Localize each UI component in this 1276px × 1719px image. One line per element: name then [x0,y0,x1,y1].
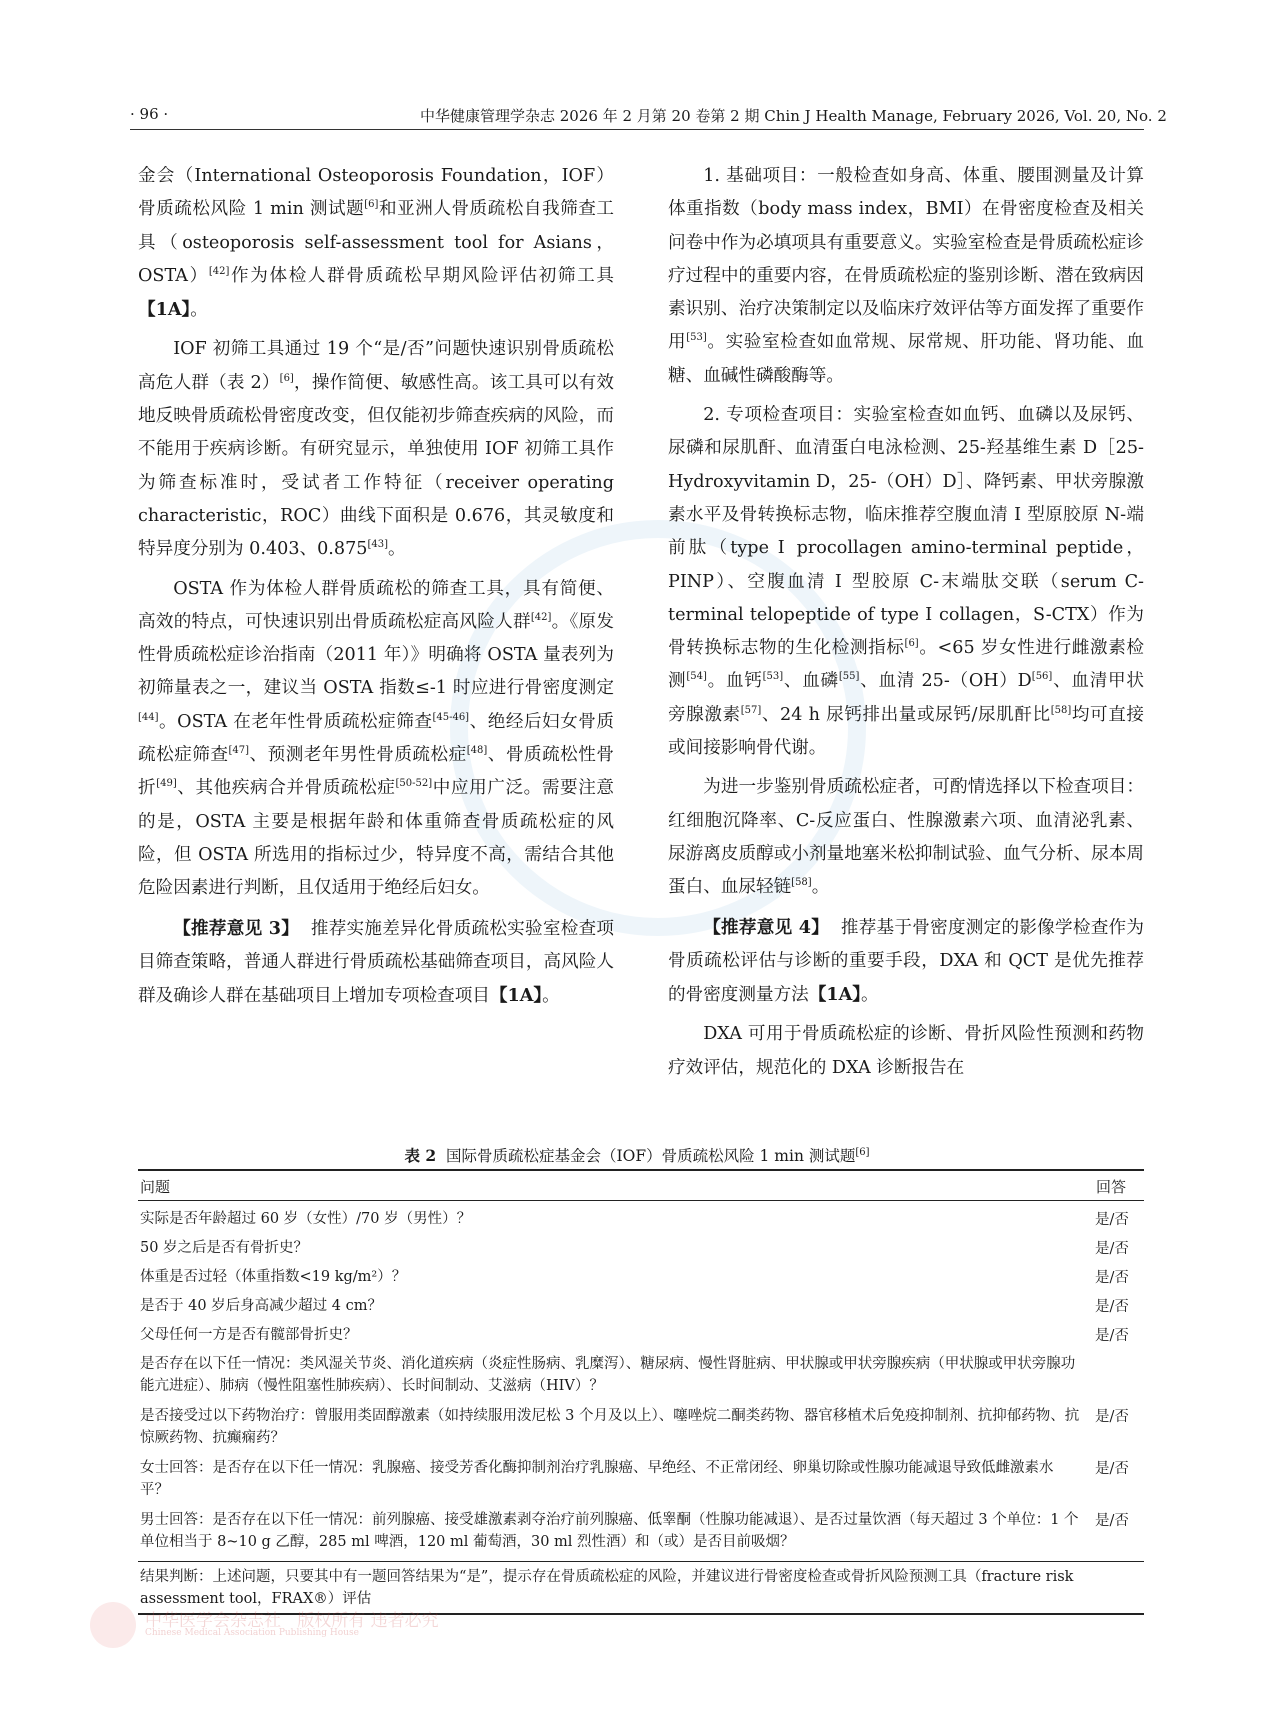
table-row-question: 女士回答：是否存在以下任一情况：乳腺癌、接受芳香化酶抑制剂治疗乳腺癌、早绝经、不正常闭经、卵巢切除或性腺功能减退导致低雌激素水平？ [140,1460,1054,1498]
table-row-answer: 是/否 [1095,1328,1129,1344]
publisher-english: Chinese Medical Association Publishing House [145,1628,359,1638]
table-row-question: 实际是否年龄超过 60 岁（女性）/70 岁（男性）？ [140,1211,472,1227]
column-header-question: 问题 [140,1178,171,1196]
table-row-answer: 是/否 [1095,1212,1129,1228]
table-footnote: 结果判断：上述问题，只要其中有一题回答结果为“是”，提示存在骨质疏松症的风险，并建议进行骨密度检查或骨折风险预测工具（fracture risk assessment tool，FRAX®）评估 [140,1569,1074,1607]
table-row-question: 体重是否过轻（体重指数<19 kg/m²）？ [140,1269,407,1285]
recommendation-3: 【推荐意见 3】 推荐实施差异化骨质疏松实验室检查项目筛查策略，普通人群进行骨质疏松基础筛查项目，高风险人群及确诊人群在基础项目上增加专项检查项目【1A】。 [138,917,615,1007]
paragraph: DXA 可用于骨质疏松症的诊断、骨折风险性预测和药物疗效评估，规范化的 DXA 诊断报告在 [668,1024,1144,1078]
right-column [668,160,1144,1085]
paragraph: 2. 专项检查项目：实验室检查如血钙、血磷以及尿钙、尿磷和尿肌酐、血清蛋白电泳检测、25-羟基维生素 D［25-Hydroxyvitamin D，25-（OH）D］、降钙素、甲状旁腺激素水平及骨转换标志物，临床推荐空腹血清 Ⅰ 型原胶原 N-端前肽（type Ⅰ procollagen amino-terminal peptide，PINP）、空腹血清 Ⅰ 型胶原 C-末端肽交联（serum C-terminal telopeptide of type Ⅰ collagen，S-CTX）作为骨转换标志物的生化检测指标[6]。<65 岁女性进行雌激素检测[54]。血钙[53]、血磷[55]、血清 25-（OH）D[56]、血清甲状旁腺激素[57]、24 h 尿钙排出量或尿钙/尿肌酐比[58]均可直接或间接影响骨代谢。 [668,405,1144,759]
table-footer-rule [138,1561,1144,1562]
table-row-question: 50 岁之后是否有骨折史？ [140,1240,309,1256]
column-header-answer: 回答 [1096,1178,1127,1196]
table-row-answer: 是/否 [1095,1461,1129,1477]
left-column [138,160,614,1013]
header-rule [130,129,1144,130]
table-row-answer: 是/否 [1095,1270,1129,1286]
paragraph: 金会（International Osteoporosis Foundation，IOF）骨质疏松风险 1 min 测试题[6]和亚洲人骨质疏松自我筛查工具（osteoporosis self-assessment tool for Asians，OSTA）[42]作为体检人群骨质疏松早期风险评估初筛工具【1A】。 [138,166,614,321]
running-header: 中华健康管理学杂志 2026 年 2 月第 20 卷第 2 期 Chin J Health Manage, February 2026, Vol. 20, No. 2 [420,107,1167,125]
table-row-answer: 是/否 [1095,1241,1129,1257]
table-row-answer: 是/否 [1095,1299,1129,1315]
paragraph: 为进一步鉴别骨质疏松症者，可酌情选择以下检查项目：红细胞沉降率、C-反应蛋白、性腺激素六项、血清泌乳素、尿游离皮质醇或小剂量地塞米松抑制试验、血气分析、尿本周蛋白、血尿轻链[58]。 [668,777,1144,898]
paragraph: 1. 基础项目：一般检查如身高、体重、腰围测量及计算体重指数（body mass index，BMI）在骨密度检查及相关问卷中作为必填项具有重要意义。实验室检查是骨质疏松症诊疗过程中的重要内容，在骨质疏松症的鉴别诊断、潜在致病因素识别、治疗决策制定以及临床疗效评估等方面发挥了重要作用[53]。实验室检查如血常规、尿常规、肝功能、肾功能、血糖、血碱性磷酸酶等。 [668,166,1144,386]
publisher-name: 中华医学会杂志社 版权所有 违者必究 [145,1611,439,1631]
table-row-question: 男士回答：是否存在以下任一情况：前列腺癌、接受雄激素剥夺治疗前列腺癌、低睾酮（性腺功能减退）、是否过量饮酒（每天超过 3 个单位：1 个单位相当于 8~10 g 乙醇，285 ml 啤酒，120 ml 葡萄酒，30 ml 烈性酒）和（或）是否目前吸烟？ [140,1512,1079,1550]
paragraph: OSTA 作为体检人群骨质疏松的筛查工具，具有简便、高效的特点，可快速识别出骨质疏松症高风险人群[42]。《原发性骨质疏松症诊治指南（2011 年）》明确将 OSTA 量表列为初筛量表之一，建议当 OSTA 指数≤-1 时应进行骨密度测定[44]。OSTA 在老年性骨质疏松症筛查[45-46]、绝经后妇女骨质疏松症筛查[47]、预测老年男性骨质疏松症[48]、骨质疏松性骨折[49]、其他疾病合并骨质疏松症[50-52]中应用广泛。需要注意的是，OSTA 主要是根据年龄和体重筛查骨质疏松症的风险，但 OSTA 所选用的指标过少，特异度不高，需结合其他危险因素进行判断，且仅适用于绝经后妇女。 [138,578,614,899]
table-row-question: 是否于 40 岁后身高减少超过 4 cm？ [140,1298,382,1314]
table-row-question: 父母任何一方是否有髋部骨折史？ [140,1327,358,1343]
recommendation-4: 【推荐意见 4】 推荐基于骨密度测定的影像学检查作为骨质疏松评估与诊断的重要手段，DXA 和 QCT 是优先推荐的骨密度测量方法【1A】。 [668,916,1145,1006]
table-top-rule [138,1169,1144,1171]
table-row-question: 是否接受过以下药物治疗：曾服用类固醇激素（如持续服用泼尼松 3 个月及以上）、噻唑烷二酮类药物、器官移植术后免疫抑制剂、抗抑郁药物、抗惊厥药物、抗癫痫药？ [140,1408,1080,1446]
table-row-answer: 是/否 [1095,1409,1129,1425]
table-row-question: 是否存在以下任一情况：类风湿关节炎、消化道疾病（炎症性肠病、乳糜泻）、糖尿病、慢性肾脏病、甲状腺或甲状旁腺疾病（甲状腺或甲状旁腺功能亢进症）、肺病（慢性阻塞性肺疾病）、长时间制动、艾滋病（HIV）？ [140,1356,1076,1394]
table-header-rule [138,1200,1144,1201]
publisher-logo [90,1602,136,1648]
table-caption: 表 2 国际骨质疏松症基金会（IOF）骨质疏松风险 1 min 测试题[6] [404,1146,870,1165]
page-number: · 96 · [130,105,169,123]
table-row-answer: 是/否 [1095,1513,1129,1529]
paragraph: IOF 初筛工具通过 19 个“是/否”问题快速识别骨质疏松高危人群（表 2）[6]，操作简便、敏感性高。该工具可以有效地反映骨质疏松骨密度改变，但仅能初步筛查疾病的风险，而不能用于疾病诊断。有研究显示，单独使用 IOF 初筛工具作为筛查标准时，受试者工作特征（receiver operating characteristic，ROC）曲线下面积是 0.676，其灵敏度和特异度分别为 0.403、0.875[43]。 [138,339,614,560]
